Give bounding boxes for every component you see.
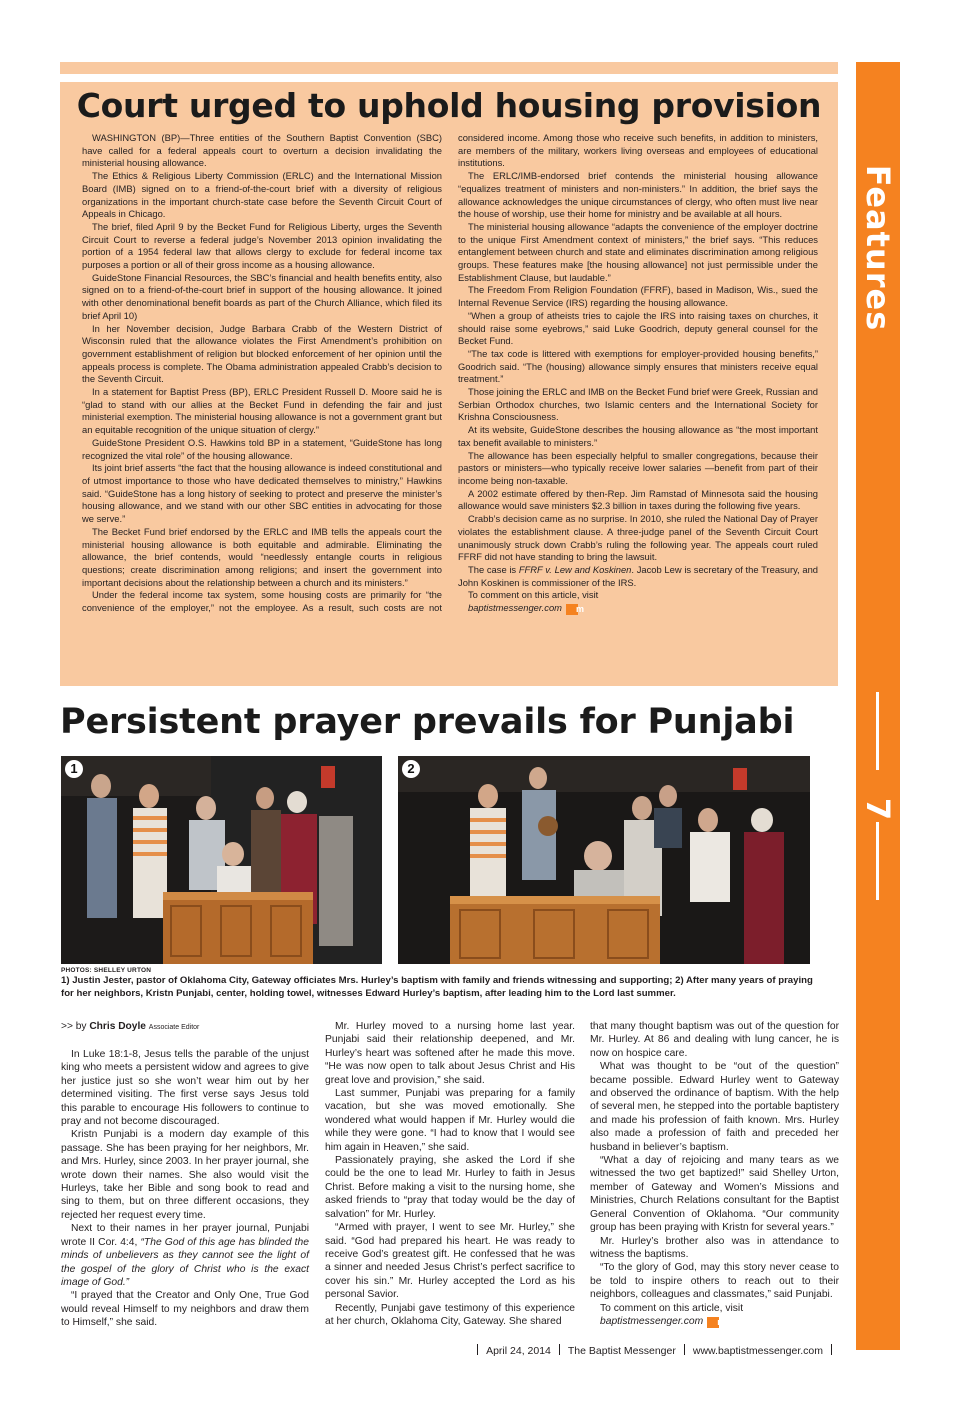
article-punjabi-paragraph: Last summer, Punjabi was preparing for a family vacation, but she was moved emotionally. She wondered what would happen if Mr. Hurley would die while they were gone. “I had to know that I would see him again in Heaven,” she said.	[325, 1088, 575, 1153]
article-housing-paragraph: The ministerial housing allowance “adapts the convenience of the employer doctrine to the unique First Amendment context of ministers,” the brief says. “This reduces entanglement between church and state and eliminates discrimination among religious groups. These features make [the housing allowance] not just permissible under the Establishment Clause, but laudable.”	[458, 220, 818, 283]
article-punjabi-comment: To comment on this article, visit	[600, 1302, 744, 1314]
case-name: FFRF v. Lew and Koskinen	[518, 563, 632, 575]
photo-caption: 1) Justin Jester, pastor of Oklahoma City, Gateway officiates Mrs. Hurley’s baptism with family and friends witnessing and supporting; 2) After many years of praying for her neighbors, Kristn Punjabi, center, holding towel, witnesses Edward Hurley’s baptism, after leading him to the Lord last summer.	[61, 975, 813, 999]
article-housing-paragraph: At its website, GuideStone describes the housing allowance as “the most important tax benefit available to ministers.”	[458, 424, 818, 448]
article-housing-paragraph: GuideStone President O.S. Hawkins told BP in a statement, “GuideStone has long recognized the vital role” of the housing allowance.	[82, 436, 442, 461]
article-housing-paragraph: The brief, filed April 9 by the Becket Fund for Religious Liberty, urges the Seventh Circuit Court to reverse a federal judge’s November 2013 opinion invalidating the portion of a 1954 federal law that allows clergy to exclude for federal income tax purposes a portion or all of their gross income as a housing allowance.	[82, 220, 442, 271]
article-punjabi-paragraph: Mr. Hurley moved to a nursing home last year. Punjabi said their relationship deepened, and Mr. Hurley’s heart was softened after he made this move. “He was now open to talk about Jesus Christ and His great love and provision,” she said.	[325, 1021, 575, 1086]
footer-divider	[477, 1344, 478, 1355]
article-housing-paragraph: The Becket Fund brief endorsed by the ERLC and IMB tells the appeals court the ministerial housing allowance is both equitable and admirable. Eliminating the allowance, the brief contends, would “needlessly entangle courts in religious questions; create discrimination among religions; and insert the government into important decisions about the relationship between a church and its ministers.”	[82, 525, 442, 588]
article-housing-case-paragraph	[458, 564, 818, 589]
article-housing-comment: To comment on this article, visit	[468, 589, 599, 601]
article-housing-headline: Court urged to uphold housing provision	[76, 86, 822, 125]
article-housing-paragraph: “The tax code is littered with exemptions for employer-provided housing benefits,” Goodrich said. “The (housing) allowance simply ensures that ministers receive equal treatment.”	[458, 347, 818, 385]
article-housing-body	[82, 132, 818, 680]
article-housing-paragraph: In her November decision, Judge Barbara Crabb of the Western District of Wisconsin ruled that the allowance violates the First Amendment’s prohibition on government establishment of religion but blocked enforcement of her opinion until the appeals process is complete. The Obama administration appealed Crabb’s decision to the Seventh Circuit.	[82, 322, 442, 385]
article-housing-paragraph: Those joining the ERLC and IMB on the Becket Fund brief were Greek, Russian and Serbian Orthodox churches, two Islamic centers and the International Society for Krishna Consciousness.	[458, 386, 818, 423]
article-punjabi-paragraph: Kristn Punjabi is a modern day example of this passage. She has been praying for her neighbors, Mr. and Mrs. Hurley, since 2003. In her prayer journal, she wrote down their names. She also would visit the Hurleys, take her Bible and song book to read and sing to them, but on three different occasions, they rejected her request every time.	[61, 1129, 309, 1221]
section-sidebar	[856, 62, 900, 1350]
byline	[61, 1021, 199, 1032]
article-housing-box	[60, 82, 838, 686]
article-housing-paragraph: The Ethics & Religious Liberty Commission (ERLC) and the International Mission Board (IMB) signed on to a friend-of-the-court brief with a diversity of religious organizations in the important church-state case before the Seventh Circuit Court of Appeals in Chicago.	[82, 170, 442, 220]
footer-date: April 24, 2014	[486, 1345, 551, 1357]
scripture-intro: Next to their names in her prayer journal, Punjabi wrote II Cor. 4:4,	[61, 1223, 309, 1248]
article-housing-paragraph: GuideStone Financial Resources, the SBC’s financial and health benefits entity, also signed on to a friend-of-the-court brief in support of the housing allowance. It joined with other denominational benefit boards as part of the Church Alliance, which filed its brief April 10)	[82, 271, 442, 321]
article-housing-paragraph: The Freedom From Religion Foundation (FFRF), based in Madison, Wis., sued the Internal Revenue Service (IRS) regarding the housing allowance.	[458, 284, 818, 309]
article-housing-paragraph: Its joint brief asserts “the fact that the housing allowance is indeed constitutional and of utmost importance to those who have dedicated themselves to ministry,” Hawkins said. “GuideStone has a long history of seeking to protect and preserve the minister’s housing allowance, and we stand with our other SBC entities in advocating for those we serve.”	[82, 462, 442, 525]
footer-divider	[559, 1344, 560, 1355]
article-housing-paragraph: In a statement for Baptist Press (BP), ERLC President Russell D. Moore said he is “glad to stand with our allies at the Becket Fund in defending the fair and just ministerial exemption. The ministerial housing allowance is not a government grant but an equitable recognition of the unique situation of clergy.”	[82, 386, 442, 436]
article-housing-paragraph: Under the federal income tax system, some housing costs are primarily for “the convenience of the employer,” not the employee. As a result, such costs are not considered income. Among those who receive such benefits, in addition to ministers, are members of the military, workers living overseas and employees of educational institutions.	[82, 132, 818, 614]
messenger-logo-icon: m	[566, 604, 578, 615]
photo-1	[61, 756, 382, 964]
article-housing-comment-url[interactable]: baptistmessenger.com	[468, 602, 562, 614]
photo-2	[398, 756, 810, 964]
article-punjabi-column-1	[61, 1048, 309, 1330]
photo-1-illustration	[61, 756, 382, 964]
article-punjabi-paragraph: that many thought baptism was out of the question for Mr. Hurley. At 86 and dealing with lung cancer, he is now on hospice care.	[590, 1021, 839, 1059]
photo-2-illustration	[398, 756, 810, 964]
top-accent-bar	[60, 62, 838, 74]
footer-divider	[684, 1344, 685, 1355]
case-prefix: The case is	[468, 563, 519, 575]
article-housing-paragraph: WASHINGTON (BP)—Three entities of the Southern Baptist Convention (SBC) have called for a federal appeals court to overturn a decision invalidating the ministerial housing allowance.	[82, 132, 442, 169]
case-suffix: . Jacob Lew is secretary of the Treasury, and John Koskinen is commissioner of the IRS.	[458, 563, 818, 588]
article-punjabi-paragraph: Mr. Hurley’s brother also was in attendance to witness the baptisms.	[590, 1235, 839, 1260]
article-punjabi-paragraph: “To the glory of God, may this story never cease to be told to inspire others to reach out to their neighbors, colleagues and classmates,” said Punjabi.	[590, 1262, 839, 1301]
article-housing-paragraph: Crabb’s decision came as no surprise. In 2010, she ruled the National Day of Prayer violates the establishment clause. A three-judge panel of the Seventh Circuit Court unanimously struck down Crabb’s ruling the following year. The appeals court ruled FFRF did not have standing to bring the lawsuit.	[458, 513, 818, 563]
page-number-rule-bottom	[876, 822, 879, 900]
article-punjabi-column-3	[590, 1020, 839, 1328]
article-punjabi-paragraph: In Luke 18:1-8, Jesus tells the parable of the unjust king who meets a persistent widow and agrees to give her justice just so she won’t wear him out by her determined visiting. The first verse says Jesus told this parable to encourage His followers to continue to pray and not become discouraged.	[61, 1049, 309, 1128]
page-number: 7	[859, 797, 897, 821]
scripture-quote: “The God of this age has blinded the minds of unbelievers as they cannot see the light of the gospel of the glory of Christ who is the exact image of God.”	[61, 1236, 309, 1288]
article-punjabi-comment-url[interactable]: baptistmessenger.com	[600, 1315, 704, 1327]
section-label	[856, 158, 900, 338]
article-punjabi-paragraph: What was thought to be “out of the question” became possible. Edward Hurley went to Gateway and observed the ordinance of baptism. With the help of several men, he stepped into the portable baptistery and made his profession of faith known. Mrs. Hurley also made a profession of faith and preceded her husband in believer’s baptism.	[590, 1061, 839, 1153]
footer-website[interactable]: www.baptistmessenger.com	[692, 1345, 823, 1357]
article-punjabi-scripture-paragraph	[61, 1222, 309, 1289]
page-number-rule-top	[876, 692, 879, 770]
article-housing-comment-link-row	[458, 602, 818, 615]
article-punjabi-headline: Persistent prayer prevails for Punjabi	[60, 702, 795, 742]
article-housing-paragraph: The allowance has been especially helpful to smaller congregations, because their pastors or ministers—who typically receive lower salaries —benefit from part of their income being non-taxable.	[458, 449, 818, 486]
article-punjabi-paragraph: “What a day of rejoicing and many tears as we witnessed the two get baptized!” said Shelley Urton, member of Gateway and Women’s Missions and Ministries, Church Relations consultant for the Baptist General Convention of Oklahoma. “Our community group has been praying with Kristn for several years.”	[590, 1155, 839, 1234]
messenger-logo-icon: m	[707, 1317, 719, 1328]
photo-1-number-badge: 1	[65, 760, 83, 778]
article-punjabi-comment-link-row	[590, 1315, 839, 1328]
article-housing-paragraph: A 2002 estimate offered by then-Rep. Jim Ramstad of Minnesota said the housing allowance would save ministers $2.3 billion in taxes during the following five years.	[458, 487, 818, 512]
article-housing-paragraph: The ERLC/IMB-endorsed brief contends the ministerial housing allowance “equalizes treatment of ministers and non-ministers.” In addition, the brief says the allowance acknowledges the unique circumstances of clergy, who often must live near the house of worship, use their home for ministry and be available at all hours.	[458, 170, 818, 220]
article-punjabi-paragraph: “I prayed that the Creator and Only One, True God would reveal Himself to my neighbors and draw them to Himself,” she said.	[61, 1290, 309, 1329]
photo-2-number-badge: 2	[402, 760, 420, 778]
byline-role: Associate Editor	[148, 1024, 200, 1031]
article-housing-paragraph: “When a group of atheists tries to cajole the IRS into raising taxes on churches, it should raise some eyebrows,” said Luke Goodrich, deputy general counsel for the Becket Fund.	[458, 309, 818, 347]
article-punjabi-paragraph: Recently, Punjabi gave testimony of this experience at her church, Oklahoma City, Gateway. She shared	[325, 1302, 575, 1327]
page-footer	[469, 1344, 840, 1357]
article-punjabi-paragraph: Passionately praying, she asked the Lord if she could be the one to lead Mr. Hurley to faith in Jesus Christ. Before making a visit to the nursing home, she asked friends to “pray that today would be the day of salvation” for Mr. Hurley.	[325, 1155, 575, 1220]
section-label-text: Features	[859, 164, 897, 332]
footer-publication: The Baptist Messenger	[567, 1345, 676, 1357]
footer-divider	[831, 1344, 832, 1355]
article-punjabi-paragraph: “Armed with prayer, I went to see Mr. Hurley,” she said. “God had prepared his heart. He was ready to receive God’s greatest gift. He confessed that he was a sinner and needed Jesus Christ’s perfect sacrifice to cover his sin.” Mr. Hurley accepted the Lord as his personal Savior.	[325, 1222, 575, 1301]
byline-prefix: >> by	[61, 1021, 90, 1032]
photo-credit: PHOTOS: SHELLEY URTON	[61, 967, 152, 974]
article-punjabi-column-2	[325, 1020, 575, 1328]
byline-author: Chris Doyle	[89, 1021, 146, 1032]
